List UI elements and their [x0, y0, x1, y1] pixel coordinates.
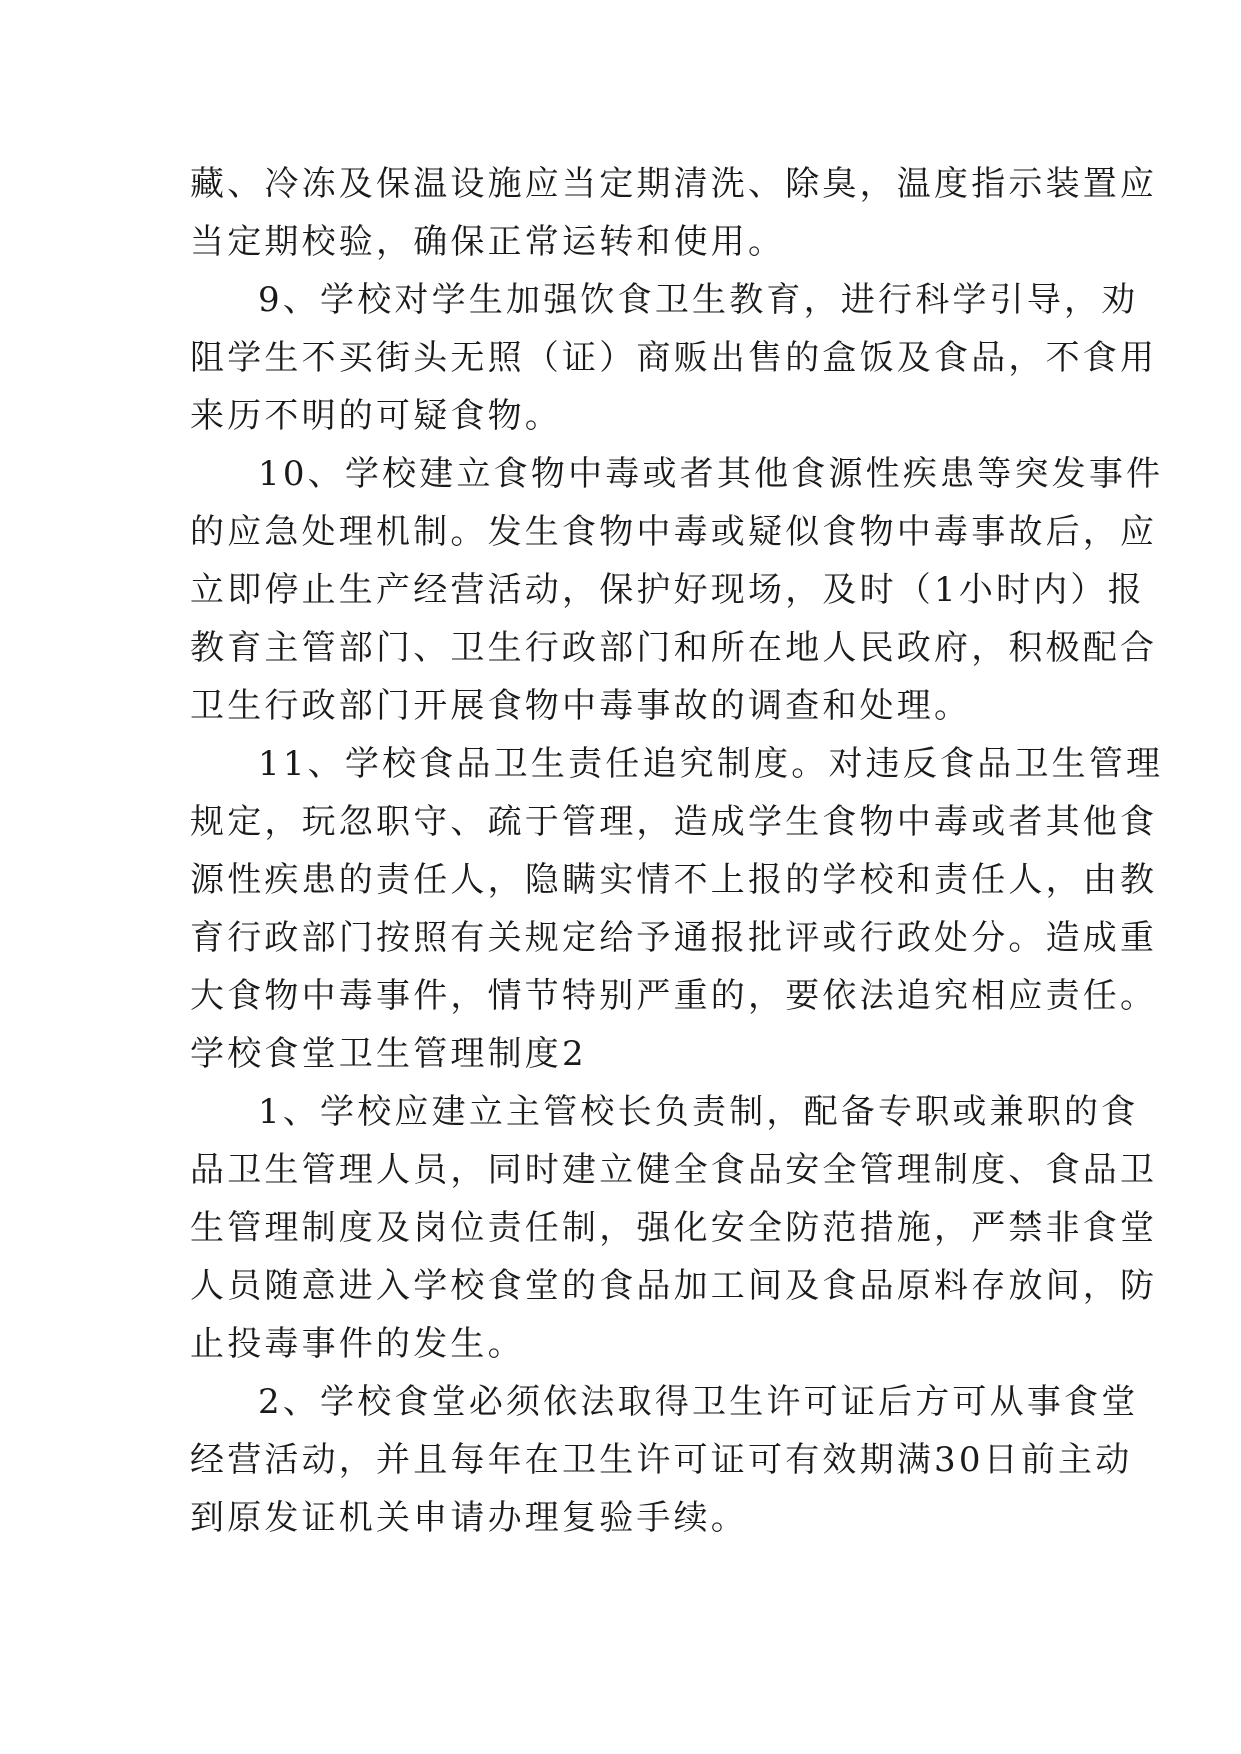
text-line: 经营活动，并且每年在卫生许可证可有效期满30日前主动 [190, 1440, 1133, 1480]
text-line: 立即停止生产经营活动，保护好现场，及时（1小时内）报 [190, 570, 1145, 610]
text-line: 人员随意进入学校食堂的食品加工间及食品原料存放间，防 [190, 1266, 1158, 1306]
text-line: 教育主管部门、卫生行政部门和所在地人民政府，积极配合 [190, 628, 1158, 668]
text-line: 止投毒事件的发生。 [190, 1324, 525, 1364]
text-line: 育行政部门按照有关规定给予通报批评或行政处分。造成重 [190, 918, 1158, 958]
text-line: 阻学生不买街头无照（证）商贩出售的盒饭及食品，不食用 [190, 338, 1158, 378]
text-line: 品卫生管理人员，同时建立健全食品安全管理制度、食品卫 [190, 1150, 1158, 1190]
text-line: 来历不明的可疑食物。 [190, 396, 562, 436]
text-line: 的应急处理机制。发生食物中毒或疑似食物中毒事故后，应 [190, 512, 1158, 552]
text-line: 规定，玩忽职守、疏于管理，造成学生食物中毒或者其他食 [190, 802, 1158, 842]
text-line: 藏、冷冻及保温设施应当定期清洗、除臭，温度指示装置应 [190, 164, 1158, 204]
text-line: 11、学校食品卫生责任追究制度。对违反食品卫生管理 [258, 744, 1164, 784]
text-line: 卫生行政部门开展食物中毒事故的调查和处理。 [190, 686, 972, 726]
text-line: 生管理制度及岗位责任制，强化安全防范措施，严禁非食堂 [190, 1208, 1158, 1248]
text-line: 9、学校对学生加强饮食卫生教育，进行科学引导，劝 [258, 280, 1139, 320]
text-line: 当定期校验，确保正常运转和使用。 [190, 222, 786, 262]
text-line: 1、学校应建立主管校长负责制，配备专职或兼职的食 [258, 1092, 1139, 1132]
text-line: 到原发证机关申请办理复验手续。 [190, 1498, 748, 1538]
text-line: 大食物中毒事件，情节特别严重的，要依法追究相应责任。 [190, 976, 1158, 1016]
text-line: 10、学校建立食物中毒或者其他食源性疾患等突发事件 [258, 454, 1164, 494]
document-body [190, 155, 1164, 1547]
text-line: 源性疾患的责任人，隐瞒实情不上报的学校和责任人，由教 [190, 860, 1158, 900]
text-line: 2、学校食堂必须依法取得卫生许可证后方可从事食堂 [258, 1382, 1139, 1422]
section-heading: 学校食堂卫生管理制度2 [190, 1034, 587, 1074]
